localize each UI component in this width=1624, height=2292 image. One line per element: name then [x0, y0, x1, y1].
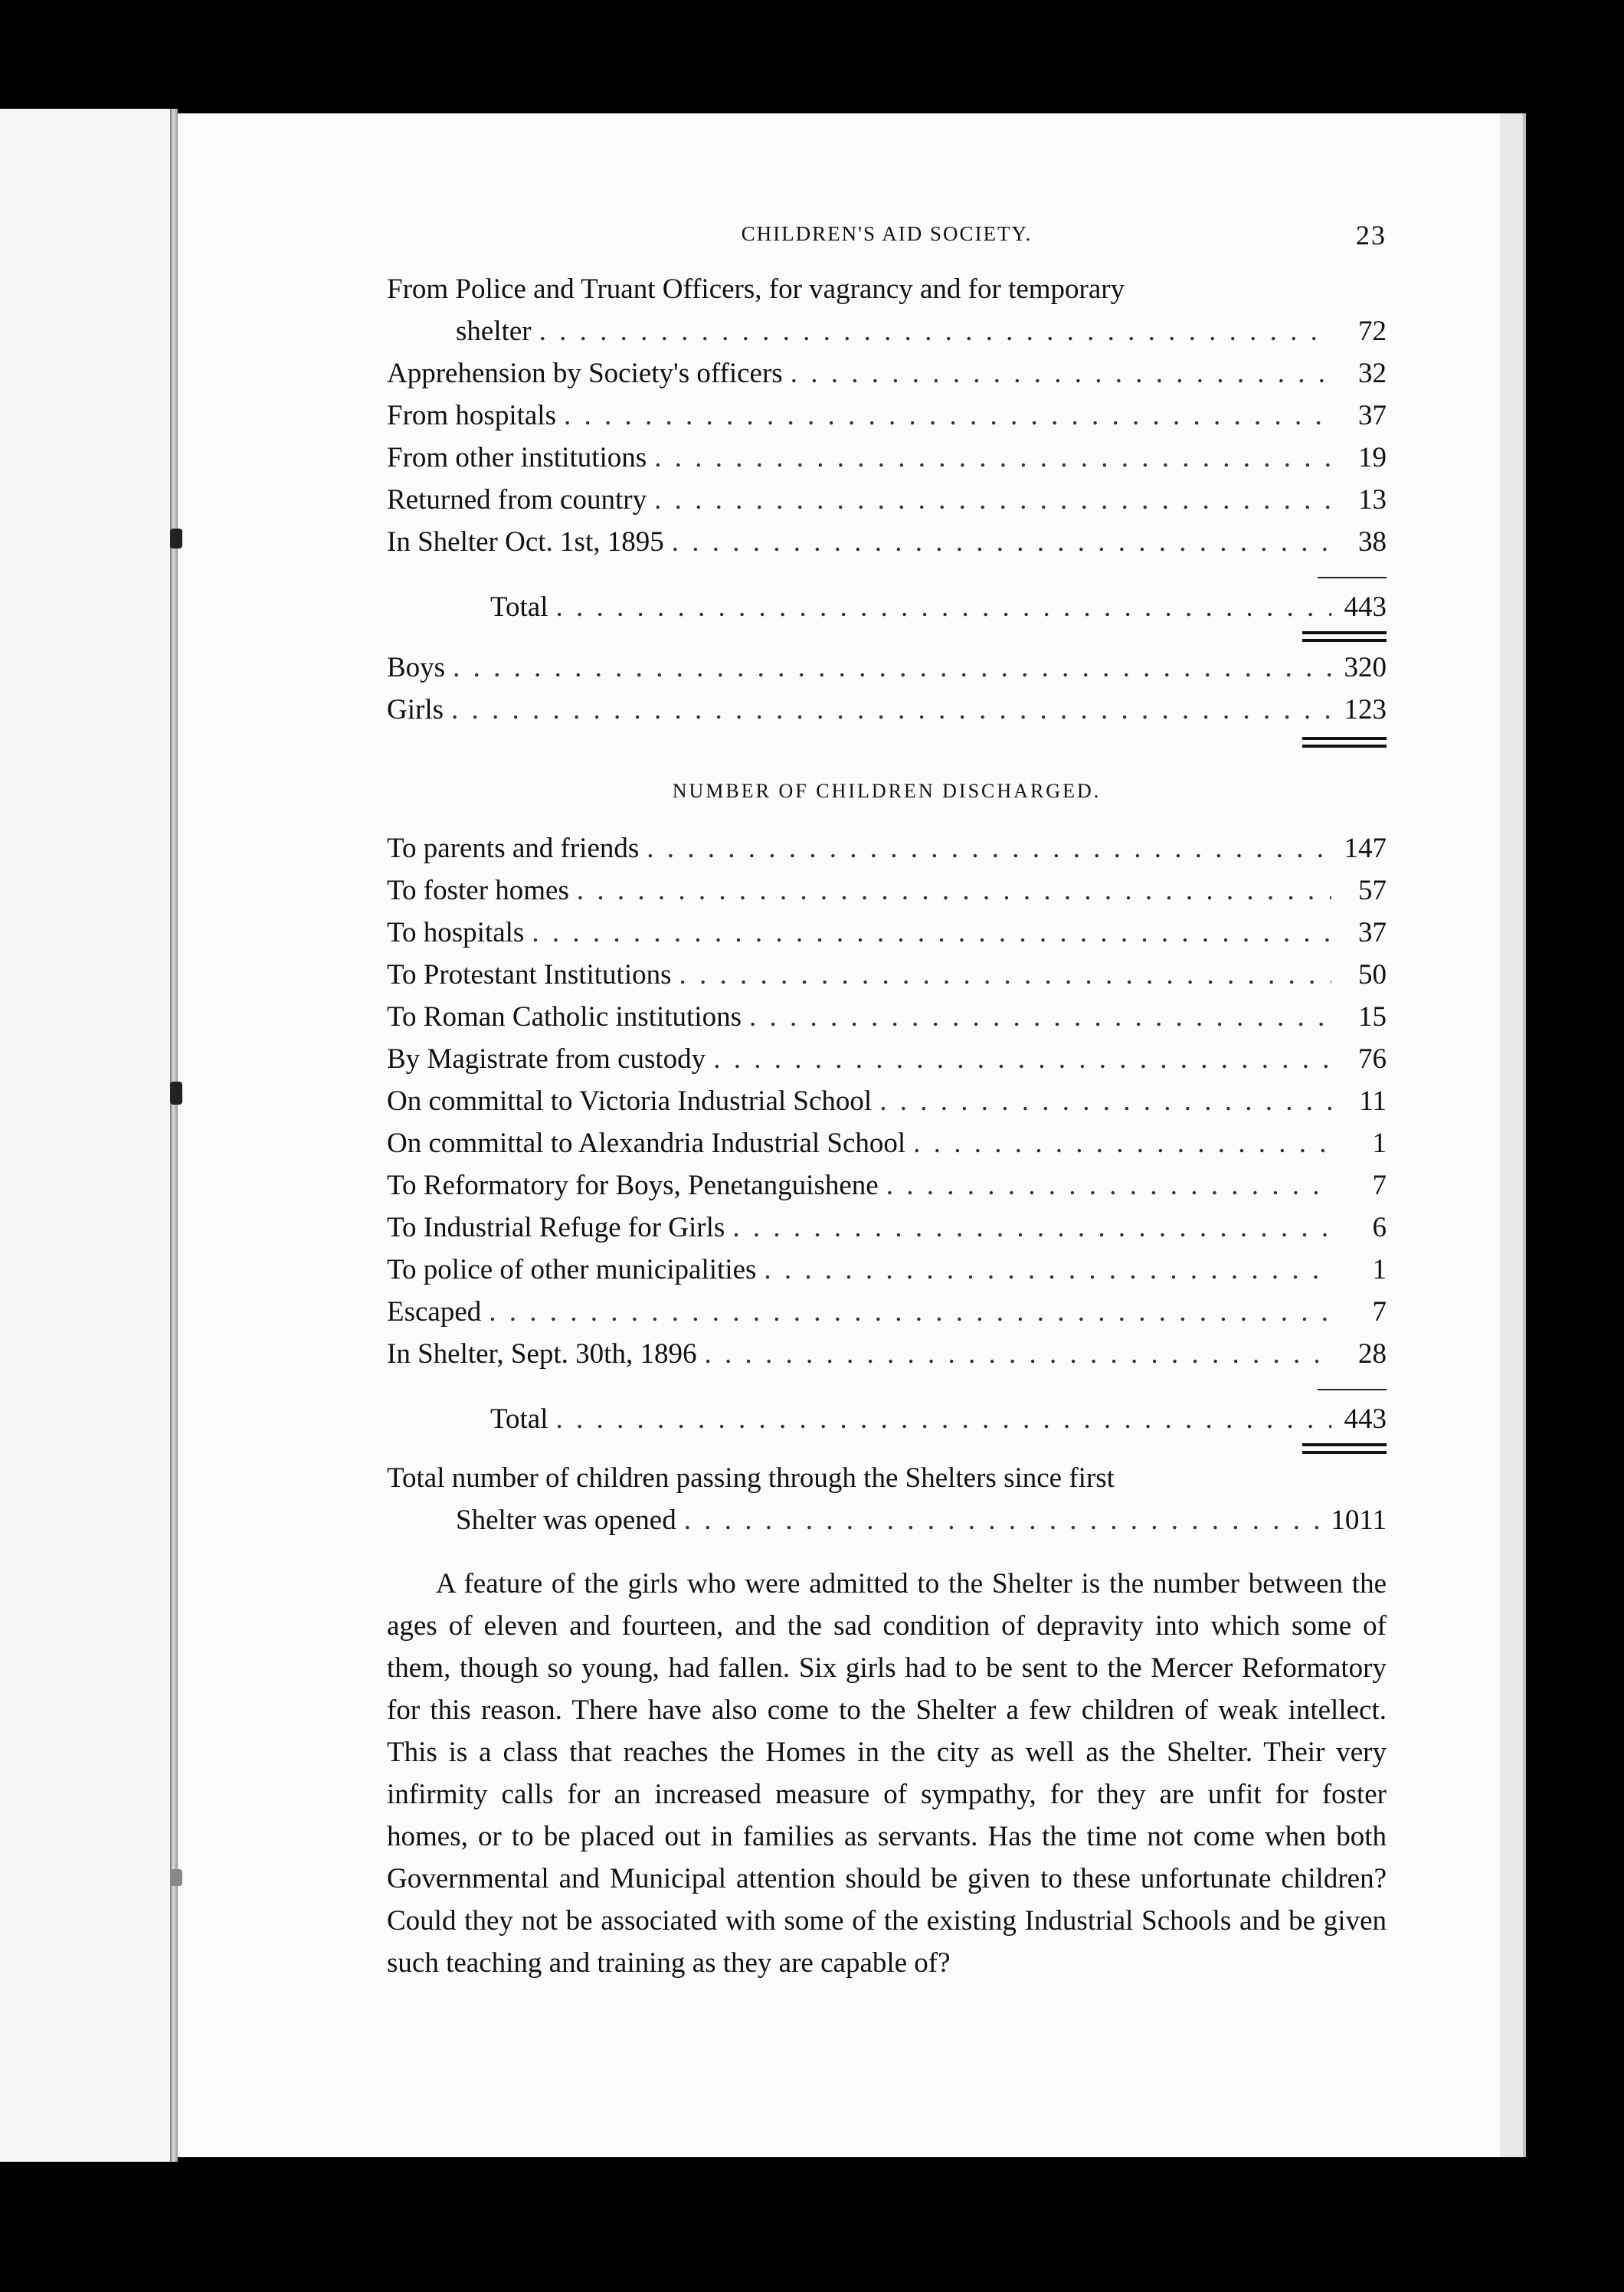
row-value: 37 — [1358, 917, 1387, 948]
row-label: Escaped — [387, 1296, 482, 1328]
dot-leader — [764, 1249, 1331, 1291]
table-row — [387, 437, 1387, 479]
table-row — [387, 310, 1387, 352]
dot-leader — [791, 352, 1331, 395]
row-label: To hospitals — [387, 917, 525, 948]
dot-leader — [704, 1333, 1331, 1375]
row-label: To Protestant Institutions — [387, 959, 672, 990]
row-value: 72 — [1358, 316, 1387, 347]
dot-leader — [564, 395, 1331, 437]
book-spine — [170, 109, 178, 2162]
dot-leader — [679, 954, 1331, 996]
row-label: Boys — [387, 652, 446, 683]
dot-leader — [879, 1080, 1331, 1122]
row-label: Girls — [387, 694, 444, 725]
dot-leader — [577, 869, 1331, 912]
row-value: 76 — [1358, 1043, 1387, 1075]
row-label: On committal to Victoria Industrial School — [387, 1085, 873, 1117]
row-value: 1 — [1372, 1128, 1387, 1159]
table-row — [387, 689, 1387, 731]
row-value: 1011 — [1331, 1505, 1387, 1536]
facing-page — [0, 109, 178, 2162]
row-value: 32 — [1358, 358, 1387, 389]
table-row — [387, 479, 1387, 521]
row-value: 37 — [1358, 400, 1387, 431]
table-row — [387, 996, 1387, 1038]
dot-leader — [886, 1164, 1331, 1207]
dot-leader — [684, 1499, 1324, 1541]
total-label: Total — [490, 591, 548, 623]
row-label: To Reformatory for Boys, Penetanguishene — [387, 1170, 879, 1201]
row-label: Shelter was opened — [456, 1505, 676, 1536]
table-row — [387, 1164, 1387, 1207]
discharged-total-row — [387, 1398, 1387, 1440]
row-label: From other institutions — [387, 442, 647, 473]
table-row — [387, 1122, 1387, 1164]
row-value: 50 — [1358, 959, 1387, 990]
dot-leader — [732, 1207, 1331, 1249]
admitted-first-line: From Police and Truant Officers, for vagrancy and for temporary — [387, 273, 1125, 305]
table-row — [387, 869, 1387, 912]
total-value: 443 — [1344, 1403, 1387, 1435]
total-double-rule — [1302, 1451, 1387, 1454]
sum-rule — [1318, 1389, 1387, 1390]
binding-thread — [170, 1869, 182, 1886]
row-label: shelter — [456, 316, 532, 347]
dot-leader — [749, 996, 1331, 1038]
row-label: On committal to Alexandria Industrial School — [387, 1128, 906, 1159]
table-row — [387, 1207, 1387, 1249]
total-double-rule — [1302, 1443, 1387, 1446]
dot-leader — [556, 586, 1332, 628]
total-double-rule — [1302, 639, 1387, 642]
dot-leader — [532, 912, 1331, 954]
dot-leader — [647, 827, 1331, 869]
row-value: 57 — [1358, 875, 1387, 906]
admitted-total-row — [387, 586, 1387, 628]
passing-row — [387, 1499, 1387, 1541]
row-label: By Magistrate from custody — [387, 1043, 706, 1075]
table-row — [387, 1080, 1387, 1122]
total-value: 443 — [1344, 591, 1387, 623]
running-title: CHILDREN'S AID SOCIETY. — [741, 222, 1033, 245]
row-value: 1 — [1372, 1254, 1387, 1285]
dot-leader — [556, 1398, 1332, 1440]
table-row — [387, 395, 1387, 437]
row-value: 13 — [1358, 484, 1387, 516]
row-value: 320 — [1344, 652, 1387, 683]
row-label: To foster homes — [387, 875, 569, 906]
table-row — [387, 954, 1387, 996]
dot-leader — [913, 1122, 1331, 1164]
row-value: 19 — [1358, 442, 1387, 473]
table-row — [387, 912, 1387, 954]
row-label: To Roman Catholic institutions — [387, 1001, 742, 1033]
discharged-heading: NUMBER OF CHILDREN DISCHARGED. — [672, 780, 1102, 802]
row-label: To police of other municipalities — [387, 1254, 757, 1285]
dot-leader — [672, 521, 1331, 563]
binding-thread — [170, 1082, 182, 1105]
row-value: 6 — [1372, 1212, 1387, 1243]
dot-leader — [539, 310, 1331, 352]
admitted-list — [387, 310, 1387, 563]
total-double-rule — [1302, 631, 1387, 634]
dot-leader — [713, 1038, 1331, 1080]
row-value: 15 — [1358, 1001, 1387, 1033]
table-row — [387, 1038, 1387, 1080]
row-value: 11 — [1359, 1085, 1387, 1117]
row-label: From hospitals — [387, 400, 556, 431]
table-row — [387, 352, 1387, 395]
row-label: To parents and friends — [387, 833, 640, 864]
boys-girls-list — [387, 647, 1387, 731]
table-row — [387, 1333, 1387, 1375]
row-label: Returned from country — [387, 484, 647, 516]
table-row — [387, 1291, 1387, 1333]
table-row — [387, 827, 1387, 869]
row-value: 147 — [1344, 833, 1387, 864]
table-row — [387, 1249, 1387, 1291]
page-number: 23 — [1356, 220, 1387, 250]
dot-leader — [654, 437, 1331, 479]
body-paragraph: A feature of the girls who were admitted to the Shelter is the number between the ages of eleven and fourteen, and the sad condition of depravity into which some of them, though so young, had fallen. Six girls had to be sent to the Mercer Reformatory for this reason. There have also come to the Shelter a few children of weak intellect. This is a class that reaches the Homes in the city as well as the Shelter. Their very infirmity calls for an increased measure of sympathy, for they are unfit for foster homes, or to be placed out in families as servants. Has the time not come when both Governmental and Municipal attention should be given to these unfortunate children? Could they not be associated with some of the existing Industrial Schools and be given such teaching and training as they are capable of? — [387, 1568, 1387, 1979]
total-label: Total — [490, 1403, 548, 1435]
row-label: In Shelter, Sept. 30th, 1896 — [387, 1338, 697, 1370]
row-value: 7 — [1372, 1296, 1387, 1328]
passing-first-line: Total number of children passing through the Shelters since first — [387, 1462, 1115, 1494]
sum-rule — [1318, 577, 1387, 578]
row-label: Apprehension by Society's officers — [387, 358, 783, 389]
row-value: 38 — [1358, 526, 1387, 558]
dot-leader — [489, 1291, 1331, 1333]
row-value: 7 — [1372, 1170, 1387, 1201]
discharged-list — [387, 827, 1387, 1375]
dot-leader — [654, 479, 1331, 521]
table-row — [387, 647, 1387, 689]
split-double-rule — [1302, 737, 1387, 740]
row-value: 28 — [1358, 1338, 1387, 1370]
dot-leader — [453, 647, 1331, 689]
page-content — [387, 222, 1387, 2012]
table-row — [387, 521, 1387, 563]
split-double-rule — [1302, 745, 1387, 748]
row-label: In Shelter Oct. 1st, 1895 — [387, 526, 664, 558]
binding-thread — [170, 529, 182, 548]
page-header — [387, 222, 1387, 268]
row-value: 123 — [1344, 694, 1387, 725]
row-label: To Industrial Refuge for Girls — [387, 1212, 725, 1243]
dot-leader — [451, 689, 1331, 731]
